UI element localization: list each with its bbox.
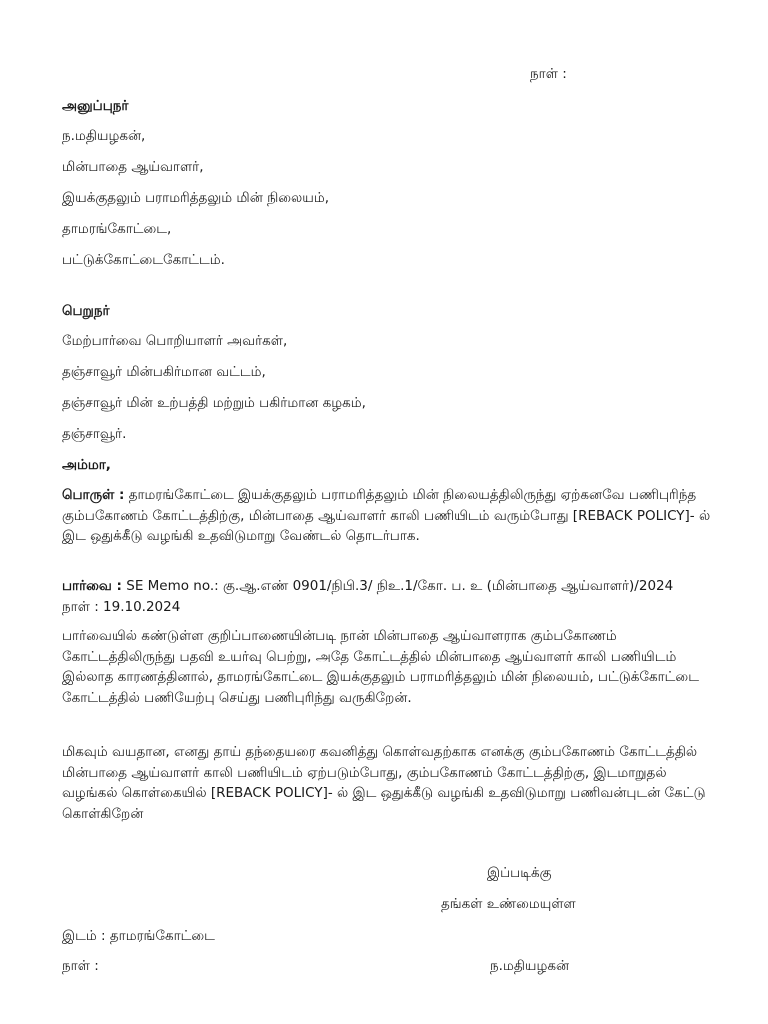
place: இடம் : தாமரங்கோட்டை <box>62 928 215 944</box>
sender-line: தாமரங்கோட்டை, <box>62 221 172 237</box>
subject-text: தாமரங்கோட்டை இயக்குதலும் பராமரித்தலும் மின் நிலையத்திலிருந்து ஏற்கனவே பணிபுரிந்த கும்பகோணம் கோட்டத்திற்கு, மின்பாதை ஆய்வாளர் காலி பணியிடம் வரும்போது [REBACK POLICY]- ல் இட ஒதுக்கீடு வழங்கி உதவிடுமாறு வேண்டல் தொடர்பாக. <box>62 487 711 544</box>
date-bottom: நாள் : <box>62 958 99 974</box>
reference <box>62 576 722 617</box>
subject <box>62 485 722 547</box>
recipient-line: தஞ்சாவூர் மின்பகிர்மான வட்டம், <box>62 364 266 380</box>
sender-line: பட்டுக்கோட்டைகோட்டம். <box>62 252 225 268</box>
reference-text: SE Memo no.: கு.ஆ.எண் 0901/நிபி.3/ நிஉ.1/கோ. ப. உ (மின்பாதை ஆய்வாளர்)/2024 <box>126 578 674 594</box>
sender-heading: அனுப்புநர் <box>62 98 129 114</box>
recipient-line: தஞ்சாவூர். <box>62 426 127 442</box>
recipient-heading: பெறுநர் <box>62 303 110 319</box>
reference-date: நாள் : 19.10.2024 <box>62 598 181 615</box>
sender-line: இயக்குதலும் பராமரித்தலும் மின் நிலையம், <box>62 190 329 206</box>
body-paragraph: மிகவும் வயதான, எனது தாய் தந்தையரை கவனித்து கொள்வதற்காக எனக்கு கும்பகோணம் கோட்டத்தில் மின்பாதை ஆய்வாளர் காலி பணியிடம் ஏற்படும்போது, கும்பகோணம் கோட்டத்திற்கு, இடமாறுதல் வழங்கல் கொள்கையில் [REBACK POLICY]- ல் இட ஒதுக்கீடு வழங்கி உதவிடுமாறு பணிவன்புடன் கேட்டு கொள்கிறேன் <box>62 744 706 822</box>
recipient-line: தஞ்சாவூர் மின் உற்பத்தி மற்றும் பகிர்மான கழகம், <box>62 395 366 411</box>
closing-line: தங்கள் உண்மையுள்ள <box>441 896 576 912</box>
signature-name: ந.மதியழகன் <box>490 958 570 974</box>
reference-label: பார்வை : <box>62 578 122 594</box>
closing-line: இப்படிக்கு <box>487 865 552 881</box>
sender-line: மின்பாதை ஆய்வாளர், <box>62 159 204 175</box>
date-top: நாள் : <box>530 66 567 82</box>
recipient-line: மேற்பார்வை பொறியாளர் அவர்கள், <box>62 333 288 349</box>
body-paragraph: பார்வையில் கண்டுள்ள குறிப்பாணையின்படி நான் மின்பாதை ஆய்வாளராக கும்பகோணம் கோட்டத்திலிருந்து பதவி உயர்வு பெற்று, அதே கோட்டத்தில் மின்பாதை ஆய்வாளர் காலி பணியிடம் இல்லாத காரணத்தினால், தாமரங்கோட்டை இயக்குதலும் பராமரித்தலும் மின் நிலையம், பட்டுக்கோட்டை கோட்டத்தில் பணியேற்பு செய்து பணிபுரிந்து வருகிறேன். <box>62 628 699 706</box>
sender-line: ந.மதியழகன், <box>62 128 146 144</box>
subject-label: பொருள் : <box>62 487 125 503</box>
salutation: அம்மா, <box>62 457 111 473</box>
